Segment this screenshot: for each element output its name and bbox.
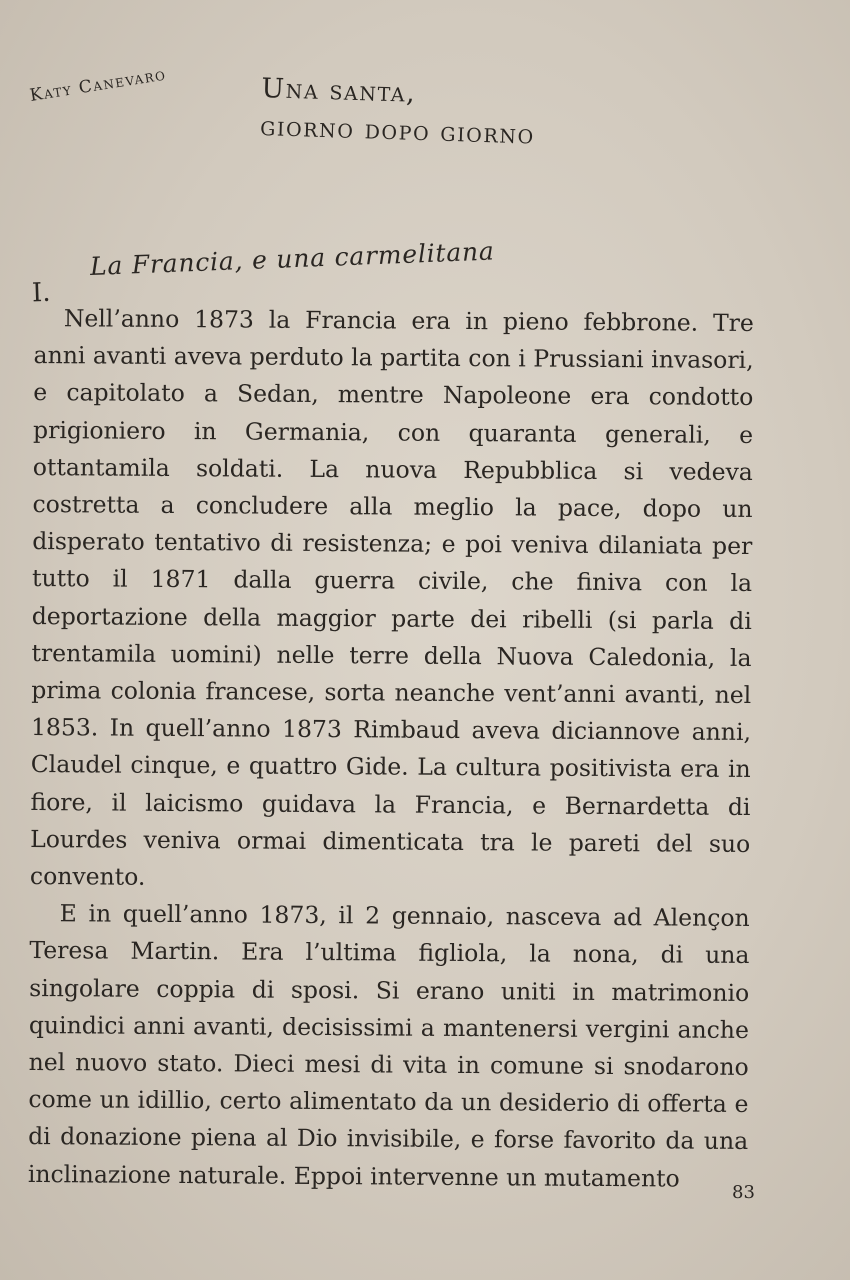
paragraph-2: E in quell’anno 1873, il 2 gennaio, nasceva ad Alençon Teresa Martin. Era l’ultima figliola, la nona, di una singolare coppia di sposi. Si erano uniti in matrimonio quindici anni avanti, decisissimi a mantenersi vergini anche nel nuovo stato. Dieci mesi di vita in comune si snodarono come un idillio, certo alimentato da un desiderio di offerta e di donazione piena al Dio invisibile, e forse favorito da una inclinazione naturale. Eppoi intervenne un mutamento (27, 899, 750, 1193)
section-number: I. (31, 277, 52, 309)
running-head-author: Katy Canevaro (28, 64, 168, 106)
section-title: La Francia, e una carmelitana (89, 236, 496, 281)
chapter-title-line-2: giorno dopo giorno (259, 110, 536, 151)
chapter-title-line-1: Una santa, (260, 72, 417, 109)
chapter-title (260, 70, 537, 155)
paragraph-1: Nell’anno 1873 la Francia era in pieno febbrone. Tre anni avanti aveva perduto la partita con i Prussiani invasori, e capitolato a Sedan, mentre Napoleone era condotto prigioniero in Germania, con quaranta generali, e ottantamila soldati. La nuova Repubblica si vedeva costretta a concludere alla meglio la pace, dopo un disperato tentativo di resistenza; e poi veniva dilaniata per tutto il 1871 dalla guerra civile, che finiva con la deportazione della maggior parte dei ribelli (si parla di trentamila uomini) nelle terre della Nuova Caledonia, la prima colonia francese, sorta neanche vent’anni avanti, nel 1853. In quell’anno 1873 Rimbaud aveva diciannove anni, Claudel cinque, e quattro Gide. La cultura positivista era in fiore, il laicismo guidava la Francia, e Bernardetta di Lourdes veniva ormai dimenticata tra le pareti del suo convento. (29, 304, 754, 891)
page-number: 83 (732, 1182, 755, 1203)
body-text (28, 300, 754, 1198)
